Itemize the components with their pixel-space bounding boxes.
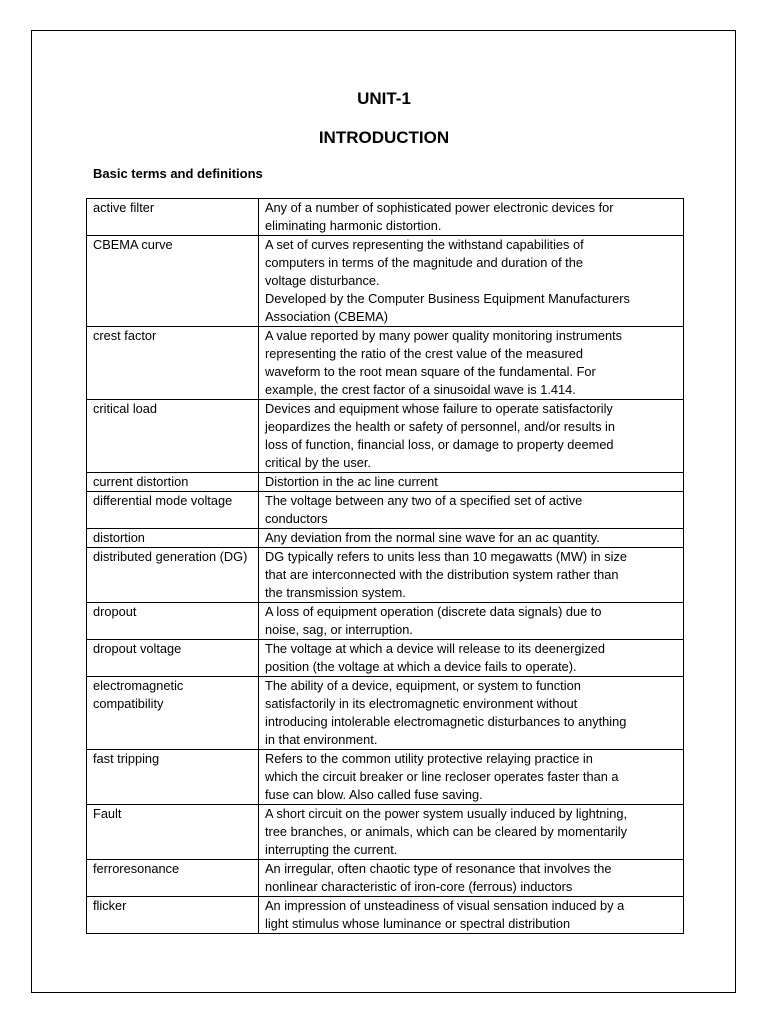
table-row: [87, 492, 684, 529]
table-row: [87, 327, 684, 400]
definitions-table-body: [87, 199, 684, 934]
definition-cell: Distortion in the ac line current: [259, 473, 684, 492]
section-heading: Basic terms and definitions: [93, 166, 263, 181]
term-cell: distributed generation (DG): [87, 548, 259, 603]
table-row: [87, 860, 684, 897]
table-row: [87, 805, 684, 860]
term-cell: differential mode voltage: [87, 492, 259, 529]
definition-cell: The voltage between any two of a specified set of active conductors: [259, 492, 684, 529]
term-cell: electromagnetic compatibility: [87, 677, 259, 750]
definition-cell: An impression of unsteadiness of visual sensation induced by a light stimulus whose luminance or spectral distribution: [259, 897, 684, 934]
table-row: [87, 603, 684, 640]
term-cell: CBEMA curve: [87, 236, 259, 327]
table-row: [87, 677, 684, 750]
definition-cell: The ability of a device, equipment, or system to function satisfactorily in its electromagnetic environment without introducing intolerable electromagnetic disturbances to anything in that environment.: [259, 677, 684, 750]
term-cell: crest factor: [87, 327, 259, 400]
definition-cell: The voltage at which a device will release to its deenergized position (the voltage at which a device fails to operate).: [259, 640, 684, 677]
definition-cell: DG typically refers to units less than 10 megawatts (MW) in size that are interconnected with the distribution system rather than the transmission system.: [259, 548, 684, 603]
term-cell: current distortion: [87, 473, 259, 492]
term-cell: Fault: [87, 805, 259, 860]
table-row: [87, 473, 684, 492]
definition-cell: A loss of equipment operation (discrete data signals) due to noise, sag, or interruption.: [259, 603, 684, 640]
definition-cell: An irregular, often chaotic type of resonance that involves the nonlinear characteristic of iron-core (ferrous) inductors: [259, 860, 684, 897]
term-cell: dropout: [87, 603, 259, 640]
definition-cell: Refers to the common utility protective relaying practice in which the circuit breaker or line recloser operates faster than a fuse can blow. Also called fuse saving.: [259, 750, 684, 805]
definition-cell: A set of curves representing the withstand capabilities of computers in terms of the magnitude and duration of the voltage disturbance. Developed by the Computer Business Equipment Manufacturers Association (CBEMA): [259, 236, 684, 327]
table-row: [87, 640, 684, 677]
unit-title: UNIT-1: [357, 89, 411, 108]
term-cell: flicker: [87, 897, 259, 934]
chapter-title: INTRODUCTION: [318, 128, 450, 147]
table-row: [87, 199, 684, 236]
table-row: [87, 548, 684, 603]
definition-cell: Devices and equipment whose failure to operate satisfactorily jeopardizes the health or safety of personnel, and/or results in loss of function, financial loss, or damage to property deemed critical by the user.: [259, 400, 684, 473]
definition-cell: A short circuit on the power system usually induced by lightning, tree branches, or animals, which can be cleared by momentarily interrupting the current.: [259, 805, 684, 860]
table-row: [87, 529, 684, 548]
table-row: [87, 236, 684, 327]
definitions-table: [86, 198, 684, 934]
table-row: [87, 400, 684, 473]
term-cell: critical load: [87, 400, 259, 473]
term-cell: fast tripping: [87, 750, 259, 805]
term-cell: dropout voltage: [87, 640, 259, 677]
term-cell: active filter: [87, 199, 259, 236]
table-row: [87, 750, 684, 805]
definition-cell: Any deviation from the normal sine wave for an ac quantity.: [259, 529, 684, 548]
term-cell: distortion: [87, 529, 259, 548]
definition-cell: A value reported by many power quality monitoring instruments representing the ratio of the crest value of the measured waveform to the root mean square of the fundamental. For example, the crest factor of a sinusoidal wave is 1.414.: [259, 327, 684, 400]
table-row: [87, 897, 684, 934]
definition-cell: Any of a number of sophisticated power electronic devices for eliminating harmonic distortion.: [259, 199, 684, 236]
term-cell: ferroresonance: [87, 860, 259, 897]
